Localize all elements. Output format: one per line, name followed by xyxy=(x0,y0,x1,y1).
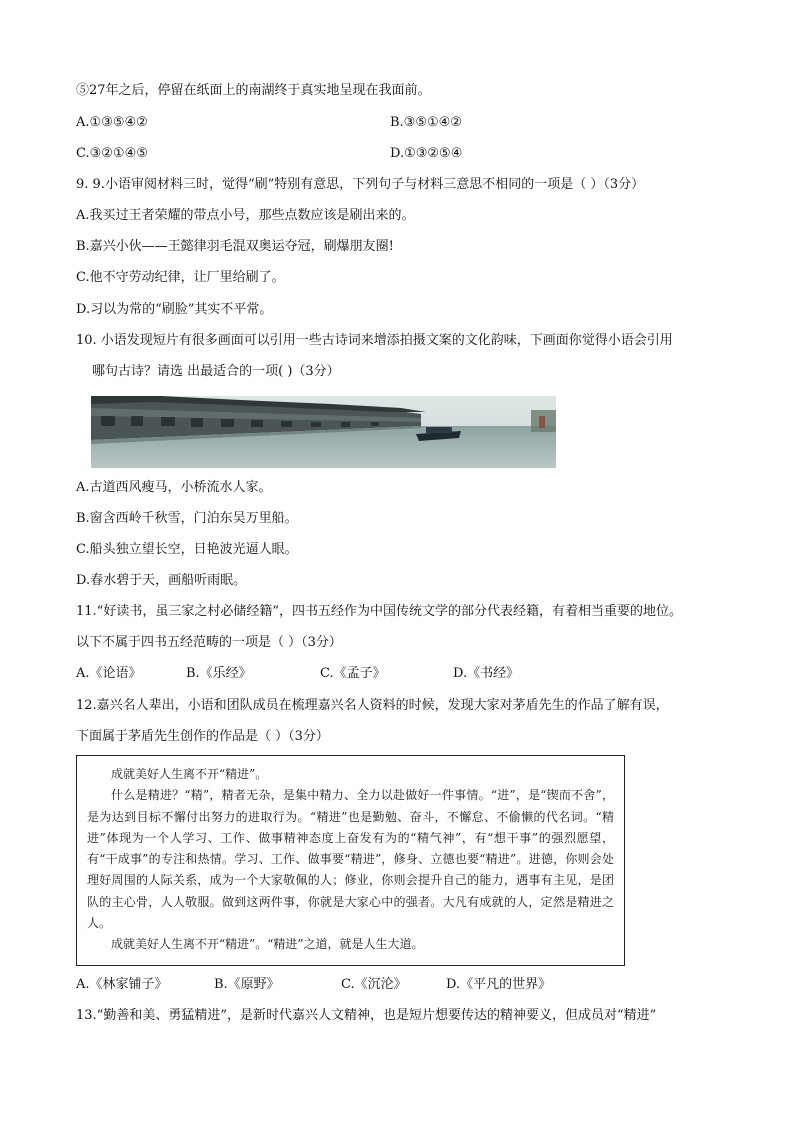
q12-options-row xyxy=(76,977,716,993)
q8-option-b[interactable]: B.③⑤①④② xyxy=(390,115,462,130)
q10-stem-line-2: 哪句古诗？请选 出最适合的一项( )（3分） xyxy=(92,364,340,379)
passage-paragraph-2: 什么是精进？“精”，精者无杂，是集中精力、全力以赴做好一件事情。“进”，是“锲而不舍”，是为达到目标不懈付出努力的进取行为。“精进”也是勤勉、奋斗，不懈怠、不偷懒的代名词。“精进”体现为一个人学习、工作、做事精神态度上奋发有为的“精气神”，有“想干事”的强烈愿望，有“干成事”的专注和热情。学习、工作、做事要“精进”，修身、立德也要“精进”。进德，你则会处理好周围的人际关系，成为一个大家敬佩的人；修业，你则会提升自己的能力，遇事有主见，是团队的主心骨，人人敬服。做到这两件事，你就是大家心中的强者。大凡有成就的人，定然是精进之人。 xyxy=(87,788,614,931)
q9-stem: 9. 9.小语审阅材料三时，觉得“刷”特别有意思，下列句子与材料三意思不相同的一项是（ ）（3分） xyxy=(76,177,645,192)
q11-option-b[interactable]: B.《乐经》 xyxy=(186,666,252,681)
q8-option-a[interactable]: A.①③⑤④② xyxy=(76,115,148,130)
q9-option-a[interactable]: A.我买过王者荣耀的带点小号，那些点数应该是刷出来的。 xyxy=(76,208,415,223)
q10-stem-line-1: 10. 小语发现短片有很多画面可以引用一些古诗词来增添拍摄文案的文化韵味，下画面你觉得小语会引用 xyxy=(76,333,673,348)
q11-stem-line-2: 以下不属于四书五经范畴的一项是（ ）（3分） xyxy=(76,635,342,650)
q8-statement-5: ⑤27年之后，停留在纸面上的南湖终于真实地呈现在我面前。 xyxy=(76,83,431,98)
q11-options-row xyxy=(76,666,716,682)
q9-option-d[interactable]: D.习以为常的“刷脸”其实不平常。 xyxy=(76,302,273,317)
q9-option-c[interactable]: C.他不守劳动纪律，让厂里给刷了。 xyxy=(76,270,285,285)
passage-paragraph-3: 成就美好人生离不开“精进”。“精进”之道，就是人生大道。 xyxy=(111,937,424,952)
q11-option-c[interactable]: C.《孟子》 xyxy=(320,666,386,681)
q13-stem-line-1: 13.“勤善和美、勇猛精进”，是新时代嘉兴人文精神，也是短片想要传达的精神要义，但成员对“精进” xyxy=(76,1008,657,1023)
q8-options-row-2 xyxy=(76,146,716,162)
canal-town-illustration xyxy=(91,396,556,468)
q10-option-c[interactable]: C.船头独立望长空，日艳波光逼人眼。 xyxy=(76,542,298,557)
q8-option-d[interactable]: D.①③②⑤④ xyxy=(390,146,463,161)
q8-options-row-1 xyxy=(76,115,716,131)
reading-passage-box xyxy=(76,755,625,966)
q10-option-a[interactable]: A.古道西风瘦马，小桥流水人家。 xyxy=(76,480,272,495)
canal-town-photo xyxy=(91,396,556,468)
q12-option-d[interactable]: D.《平凡的世界》 xyxy=(446,977,552,992)
q11-stem-line-1: 11.“好读书，虽三家之村必储经籍”，四书五经作为中国传统文学的部分代表经籍，有着相当重要的地位。 xyxy=(76,604,682,619)
passage-paragraph-1: 成就美好人生离不开“精进”。 xyxy=(111,767,268,781)
q10-option-b[interactable]: B.窗含西岭千秋雪，门泊东吴万里船。 xyxy=(76,511,298,526)
q12-option-c[interactable]: C.《沉沦》 xyxy=(341,977,407,992)
q12-stem-line-2: 下面属于茅盾先生创作的作品是（ ）（3分） xyxy=(76,729,329,744)
q8-option-c[interactable]: C.③②①④⑤ xyxy=(76,146,148,161)
q9-option-b[interactable]: B.嘉兴小伙——王懿律羽毛混双奥运夺冠，刷爆朋友圈! xyxy=(76,239,394,254)
q11-option-d[interactable]: D.《书经》 xyxy=(453,666,520,681)
q11-option-a[interactable]: A.《论语》 xyxy=(76,666,142,681)
q10-option-d[interactable]: D.春水碧于天，画船听雨眠。 xyxy=(76,573,247,588)
q12-option-a[interactable]: A.《林家铺子》 xyxy=(76,977,168,992)
q12-stem-line-1: 12.嘉兴名人辈出，小语和团队成员在梳理嘉兴名人资料的时候，发现大家对茅盾先生的作品了解有误， xyxy=(76,698,669,713)
q12-option-b[interactable]: B.《原野》 xyxy=(214,977,280,992)
